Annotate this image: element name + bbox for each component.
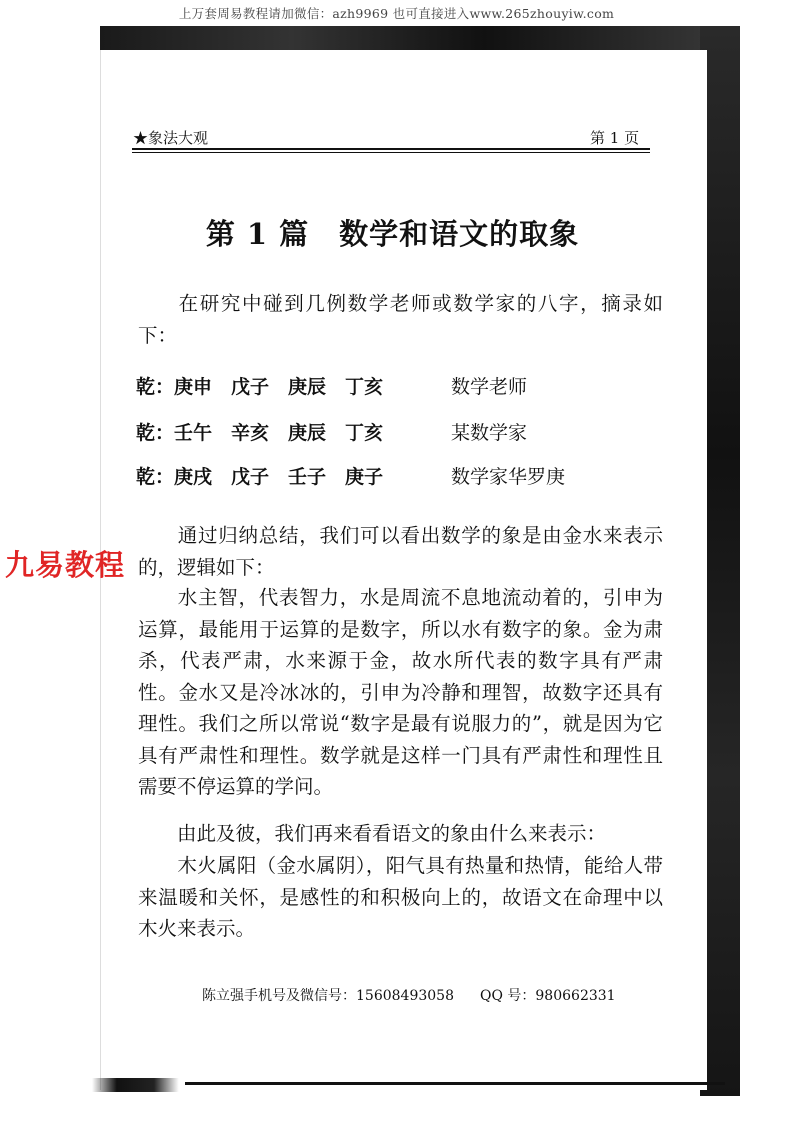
top-banner: 上万套周易教程请加微信：azh9969 也可直接进入www.265zhouyiw.com	[178, 6, 615, 21]
bazi-label: 乾：	[136, 422, 175, 444]
paragraph-text: 通过归纳总结，我们可以看出数学的象是由金水来表示的，逻辑如下：	[138, 524, 663, 579]
bazi-row	[136, 462, 566, 489]
bazi-label: 乾：	[136, 376, 175, 398]
paragraph-text: 木火属阳（金水属阴），阳气具有热量和热情，能给人带来温暖和关怀，是感性的和积极向上的，故语文在命理中以木火来表示。	[138, 854, 663, 940]
header-rule-thin	[132, 152, 650, 153]
body-paragraph	[138, 582, 663, 803]
footer-contact: 陈立强手机号及微信号：15608493058	[202, 988, 454, 1004]
chapter-title: 第 1 篇 数学和语文的取象	[205, 217, 580, 251]
paragraph-text: 由此及彼，我们再来看看语文的象由什么来表示：	[177, 822, 607, 845]
footer-qq: QQ 号：980662331	[480, 988, 616, 1004]
bazi-note: 某数学家	[451, 422, 528, 444]
bazi-row	[136, 372, 528, 399]
watermark: 九易教程	[5, 548, 126, 582]
bazi-pillars: 庚戌 戊子 壬子 庚子	[174, 466, 384, 488]
bazi-label: 乾：	[136, 466, 175, 488]
bazi-pillars: 壬午 辛亥 庚辰 丁亥	[174, 422, 384, 444]
paragraph-text: 水主智，代表智力，水是周流不息地流动着的，引申为运算，最能用于运算的是数字，所以水有数字的象。金为肃杀，代表严肃，水来源于金，故水所代表的数字具有严肃性。金水又是冷冰冰的，引申为冷静和理智，故数字还具有理性。我们之所以常说“数字是最有说服力的”，就是因为它具有严肃性和理性。数学就是这样一门具有严肃性和理性且需要不停运算的学问。	[138, 586, 663, 798]
bazi-note: 数学老师	[451, 376, 528, 398]
bottom-rule	[185, 1082, 725, 1085]
bazi-note: 数学家华罗庚	[451, 466, 566, 488]
bazi-pillars: 庚申 戊子 庚辰 丁亥	[174, 376, 384, 398]
running-header-title: ★象法大观	[133, 129, 209, 147]
body-paragraph	[138, 520, 663, 583]
scan-edge-bottom	[92, 1078, 712, 1092]
intro-text: 在研究中碰到几例数学老师或数学家的八字，摘录如下：	[138, 292, 663, 347]
body-paragraph	[138, 850, 663, 945]
page-number: 第 1 页	[590, 129, 640, 147]
body-paragraph	[138, 818, 663, 850]
bazi-row	[136, 418, 528, 445]
header-rule	[132, 148, 650, 150]
intro-paragraph	[138, 288, 663, 351]
